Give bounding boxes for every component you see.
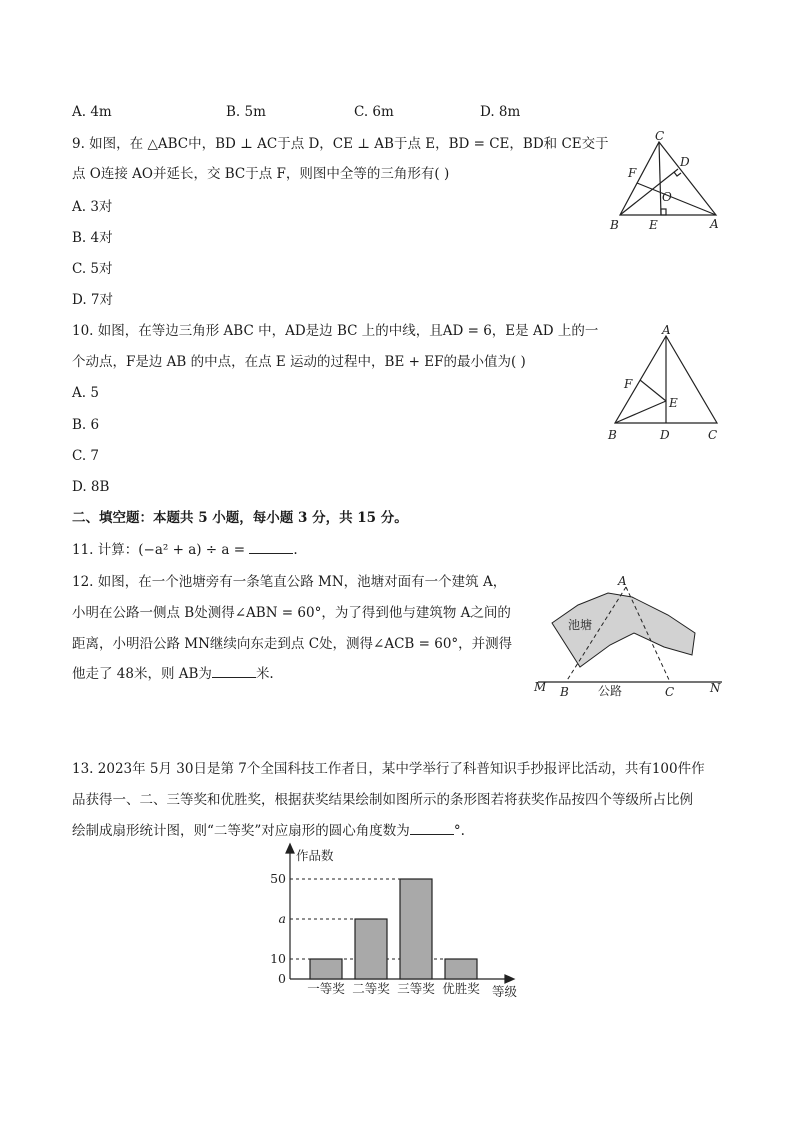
- q9-label-d: D: [680, 155, 690, 169]
- q12-tail: 米.: [255, 666, 274, 682]
- q10-stem-line2: 个动点，F是边 AB 的中点，在点 E 运动的过程中，BE + EF的最小值为( ): [72, 354, 526, 370]
- q10-option-c: C. 7: [72, 448, 100, 464]
- q12-stem-line3: 距离，小明沿公路 MN继续向东走到点 C处，测得∠ACB = 60°，并测得: [72, 636, 513, 652]
- q12-stem-line1: 12. 如图，在一个池塘旁有一条笔直公路 MN，池塘对面有一个建筑 A，: [72, 574, 507, 590]
- q8-option-d: D. 8m: [480, 104, 521, 120]
- q9-option-c: C. 5对: [72, 261, 113, 277]
- q10-label-a: A: [662, 323, 671, 337]
- q12-text: 他走了 48米，则 AB为: [72, 666, 212, 682]
- q13-stem-line2: 品获得一、二、三等奖和优胜奖，根据获奖结果绘制如图所示的条形图若将获奖作品按四个等级所占比例: [72, 792, 693, 808]
- q9-label-b: B: [610, 218, 619, 232]
- q13-stem-line1: 13. 2023年 5月 30日是第 7个全国科技工作者日，某中学举行了科普知识手抄报评比活动，共有100件作: [72, 761, 705, 777]
- q10-label-d: D: [660, 428, 670, 442]
- q13-text: 绘制成扇形统计图，则“二等奖”对应扇形的圆心角度数为: [72, 823, 410, 839]
- q10-label-c: C: [708, 428, 718, 442]
- q9-label-o: O: [662, 190, 672, 204]
- q9-label-c: C: [655, 130, 665, 143]
- q8-option-c: C. 6m: [354, 104, 394, 120]
- q13-answer-blank[interactable]: [410, 822, 454, 835]
- chart-category-label: 优胜奖: [442, 981, 480, 996]
- q11-stem: [72, 541, 298, 559]
- chart-ylabel: 作品数: [296, 848, 334, 863]
- q12-answer-blank[interactable]: [212, 665, 256, 678]
- q10-stem-line1: 10. 如图，在等边三角形 ABC 中，AD是边 BC 上的中线，且AD = 6，E是 AD 上的一: [72, 323, 599, 339]
- q10-label-f: F: [624, 377, 633, 391]
- q12-pond-label: 池塘: [568, 618, 593, 632]
- q12-pond-figure: [530, 575, 730, 700]
- q12-label-m: M: [534, 680, 547, 694]
- q9-option-a: A. 3对: [72, 199, 113, 215]
- q10-option-b: B. 6: [72, 417, 100, 433]
- q12-label-b: B: [560, 685, 569, 699]
- q10-option-d: D. 8B: [72, 479, 110, 495]
- q11-tail: .: [293, 542, 298, 558]
- chart-xlabel: 等级: [492, 984, 518, 999]
- q12-stem-line2: 小明在公路一侧点 B处测得∠ABN = 60°，为了得到他与建筑物 A之间的: [72, 605, 511, 621]
- q13-tail: °.: [453, 823, 465, 839]
- q10-equilateral-figure: [600, 320, 730, 445]
- chart-ytick-label: 50: [270, 871, 286, 886]
- section-2-heading: 二、填空题：本题共 5 小题，每小题 3 分，共 15 分。: [72, 510, 408, 526]
- chart-category-label: 一等奖: [307, 981, 345, 996]
- chart-bar: [400, 879, 432, 979]
- chart-ytick-label: a: [278, 911, 286, 926]
- q9-stem-line1: 9. 如图，在 △ABC中，BD ⊥ AC于点 D，CE ⊥ AB于点 E，BD = CE，BD和 CE交于: [72, 136, 609, 152]
- q9-option-d: D. 7对: [72, 292, 114, 308]
- q8-option-a: A. 4m: [72, 104, 112, 120]
- q12-label-n: N: [710, 681, 721, 695]
- chart-ytick-label: 10: [270, 951, 286, 966]
- q12-label-c: C: [665, 685, 675, 699]
- chart-ytick-label: 0: [278, 971, 286, 986]
- q8-option-b: B. 5m: [226, 104, 266, 120]
- q10-option-a: A. 5: [72, 385, 99, 401]
- chart-category-label: 二等奖: [352, 981, 390, 996]
- q9-stem-line2: 点 O连接 AO并延长，交 BC于点 F，则图中全等的三角形有( ): [72, 166, 450, 182]
- q11-answer-blank[interactable]: [249, 541, 293, 554]
- q9-triangle-figure: [600, 130, 730, 235]
- q10-label-b: B: [608, 428, 617, 442]
- q12-stem-line4: [72, 665, 274, 683]
- chart-bar: [355, 919, 387, 979]
- q12-label-a: A: [618, 575, 627, 588]
- chart-category-label: 三等奖: [397, 981, 435, 996]
- q9-label-e: E: [649, 218, 658, 232]
- q9-label-f: F: [628, 166, 637, 180]
- q13-bar-chart: [260, 842, 530, 1007]
- chart-bar: [445, 959, 477, 979]
- q11-text: 11. 计算：(−a² + a) ÷ a =: [72, 542, 250, 558]
- q9-option-b: B. 4对: [72, 230, 113, 246]
- q13-stem-line3: [72, 822, 465, 840]
- q12-road-label: 公路: [598, 684, 623, 698]
- chart-bar: [310, 959, 342, 979]
- q10-label-e: E: [669, 396, 678, 410]
- q9-label-a: A: [710, 217, 719, 231]
